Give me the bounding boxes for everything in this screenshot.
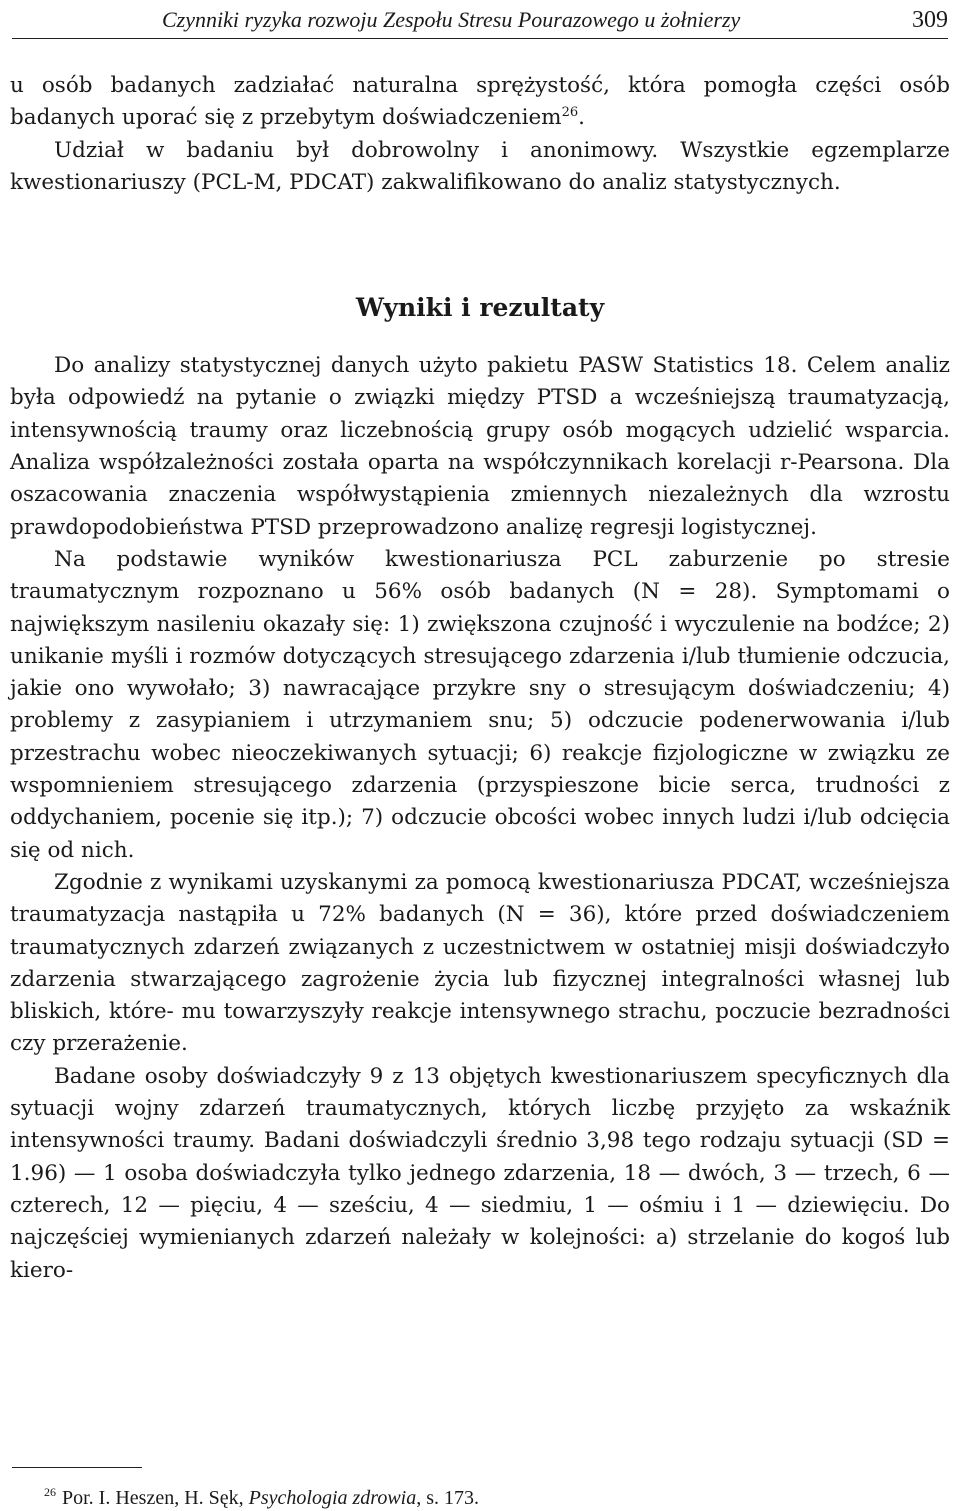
footnote-text: Por. I. Heszen, H. Sęk, (62, 1487, 249, 1509)
paragraph: Udział w badaniu był dobrowolny i anonimowy. Wszystkie egzemplarze kwestionariuszy (PCL-M, PDCAT) zakwalifikowano do analiz statystycznych. (10, 137, 950, 195)
paragraph-continued (10, 70, 950, 135)
page-number: 309 (912, 7, 948, 33)
paragraph: Zgodnie z wynikami uzyskanymi za pomocą kwestionariusza PDCAT, wcześniejsza traumatyzacja nastąpiła u 72% badanych (N = 36), które przed doświadczeniem traumatycznych zdarzeń związanych z uczestnictwem w ostatniej misji doświadczyło zdarzenia stwarzającego zagrożenie życia lub fizycznej integralności własnej lub bliskich, które- mu towarzyszyły reakcje intensywnego strachu, poczucie bezradności czy przerażenie. (10, 869, 950, 1057)
footnote-number: 26 (44, 1485, 56, 1500)
footnote (44, 1486, 479, 1510)
footnote-title: Psychologia zdrowia (248, 1487, 417, 1509)
footnote-reference[interactable]: 26 (561, 105, 579, 121)
paragraph: Badane osoby doświadczyły 9 z 13 objętych kwestionariuszem specyficznych dla sytuacji wojny zdarzeń traumatycznych, których liczbę przyjęto za wskaźnik intensywności traumy. Badani doświadczyli średnio 3,98 tego rodzaju sytuacji (SD = 1.96) — 1 osoba doświadczyła tylko jednego zdarzenia, 18 — dwóch, 3 — trzech, 6 — czterech, 12 — pięciu, 4 — sześciu, 4 — siedmiu, 1 — ośmiu i 1 — dziewięciu. Do najczęściej wymienianych zdarzeń należały w kolejności: a) strzelanie do kogoś lub kiero- (10, 1063, 950, 1283)
footnote-text-end: , s. 173. (416, 1487, 480, 1509)
paragraph: Do analizy statystycznej danych użyto pakietu PASW Statistics 18. Celem analiz była odpowiedź na pytanie o związki między PTSD a wcześniejszą traumatyzacją, intensywnością traumy oraz liczebnością grupy osób mogących udzielić wsparcia. Analiza współzależności została oparta na współczynnikach korelacji r-Pearsona. Dla oszacowania znaczenia współwystąpienia zmiennych niezależnych dla wzrostu prawdopodobieństwa PTSD przeprowadzono analizę regresji logistycznej. (10, 353, 950, 540)
paragraph-text: u osób badanych zadziałać naturalna sprężystość, która pomogła części osób badanych uporać się z przebytym doświadczeniem (10, 73, 950, 131)
paragraph: Na podstawie wyników kwestionariusza PCL zaburzenie po stresie traumatycznym rozpoznano u 56% osób badanych (N = 28). Symptomami o największym nasileniu okazały się: 1) zwiększona czujność i wyczulenie na bodźce; 2) unikanie myśli i rozmów dotyczących stresującego zdarzenia i/lub tłumienie odczucia, jakie ono wywołało; 3) nawracające przykre sny o stresującym doświadczeniu; 4) problemy z zasypianiem i utrzymaniem snu; 5) odczucie podenerwowania i/lub przestrachu wobec nieoczekiwanych sytuacji; 6) reakcje fizjologiczne w związku ze wspomnieniem stresującego zdarzenia (przyspieszone bicie serca, trudności z oddychaniem, pocenie się itp.); 7) odczucie obcości wobec innych ludzi i/lub odcięcia się od nich. (10, 546, 950, 863)
footnote-rule (12, 1467, 142, 1468)
section-heading: Wyniki i rezultaty (355, 293, 605, 323)
header-rule (12, 38, 948, 39)
running-title: Czynniki ryzyka rozwoju Zespołu Stresu Pourazowego u żołnierzy (162, 7, 741, 32)
running-header (12, 2, 948, 34)
paragraph-end: . (578, 105, 585, 131)
body-text (10, 70, 950, 1287)
